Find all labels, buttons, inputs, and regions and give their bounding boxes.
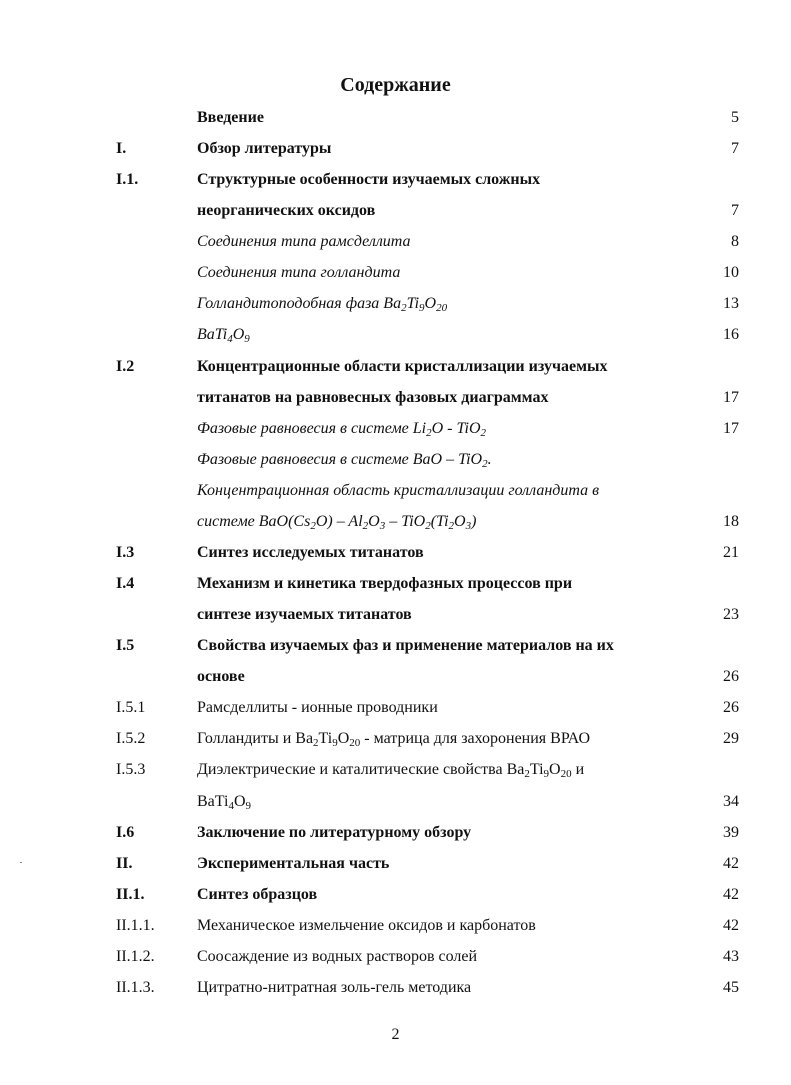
title-text: O bbox=[368, 513, 380, 530]
toc-entry bbox=[0, 384, 791, 412]
title-text: Соединения типа рамсделлита bbox=[197, 233, 411, 250]
page-number: 2 bbox=[391, 1026, 400, 1043]
toc-entry bbox=[0, 415, 791, 443]
toc-page-number: 45 bbox=[723, 979, 739, 996]
toc-entry-title bbox=[197, 135, 331, 163]
toc-entry-title bbox=[197, 321, 250, 349]
subscript: 4 bbox=[227, 333, 233, 345]
title-text: O bbox=[232, 326, 245, 343]
toc-page-number: 42 bbox=[723, 917, 739, 934]
toc-entry bbox=[0, 290, 791, 318]
toc-section-number: II.1. bbox=[116, 886, 145, 903]
toc-entry bbox=[0, 570, 791, 598]
toc-entry-title bbox=[197, 259, 400, 287]
subscript: 9 bbox=[245, 800, 251, 812]
subscript: 3 bbox=[465, 520, 472, 532]
toc-section-number: I.5 bbox=[116, 637, 135, 654]
title-text: Цитратно-нитратная золь-гель методика bbox=[197, 979, 472, 996]
toc-section-number: I.1. bbox=[116, 171, 139, 188]
toc-section-number: I.5.1 bbox=[116, 699, 146, 716]
subscript: 20 bbox=[436, 302, 448, 314]
subscript: 9 bbox=[543, 768, 550, 780]
title-text: Голландитоподобная фаза Ba bbox=[197, 295, 402, 312]
title-text: O bbox=[549, 761, 561, 778]
subscript: 2 bbox=[448, 520, 455, 532]
toc-entry-title bbox=[197, 663, 245, 691]
title-text: системе BaO(Cs bbox=[197, 513, 311, 530]
title-text: Обзор литературы bbox=[197, 140, 332, 157]
toc-page-number: 39 bbox=[723, 824, 739, 841]
title-text: Введение bbox=[197, 109, 264, 126]
toc-entry bbox=[0, 788, 791, 816]
subscript: 3 bbox=[379, 520, 386, 532]
toc-entry-title bbox=[197, 570, 572, 598]
title-text: Ti bbox=[406, 295, 420, 312]
toc-entry bbox=[0, 104, 791, 132]
subscript: 2 bbox=[426, 427, 432, 439]
toc-entry-title bbox=[197, 197, 375, 225]
title-text: Синтез исследуемых титанатов bbox=[197, 544, 424, 561]
toc-entry-title bbox=[197, 415, 486, 443]
subscript: 2 bbox=[310, 520, 316, 532]
toc-section-number: I.5.2 bbox=[116, 730, 146, 747]
toc-entry-title bbox=[197, 912, 536, 940]
title-text: . bbox=[487, 451, 492, 468]
toc-entry-title bbox=[197, 446, 492, 474]
toc-entry-title bbox=[197, 632, 614, 660]
toc-entry bbox=[0, 912, 791, 940]
title-text: Заключение по литературному обзору bbox=[197, 824, 472, 841]
toc-entry-title bbox=[197, 974, 471, 1002]
toc-entry-title bbox=[197, 943, 477, 971]
toc-section-number: I.4 bbox=[116, 575, 135, 592]
title-text: Свойства изучаемых фаз и применение материалов на их bbox=[197, 637, 614, 654]
toc-section-number: II.1.1. bbox=[116, 917, 155, 934]
toc-entry bbox=[0, 508, 791, 536]
toc-entry bbox=[0, 321, 791, 349]
title-text: неорганических оксидов bbox=[197, 202, 376, 219]
title-text: Диэлектрические и каталитические свойства Ba bbox=[197, 761, 525, 778]
toc-entry bbox=[0, 850, 791, 878]
toc-entry-title bbox=[197, 601, 412, 629]
subscript: 2 bbox=[313, 737, 319, 749]
toc-entry bbox=[0, 881, 791, 909]
subscript: 2 bbox=[362, 520, 369, 532]
toc-entry bbox=[0, 725, 791, 753]
subscript: 9 bbox=[419, 302, 425, 314]
title-text: Ti bbox=[529, 761, 544, 778]
toc-entry bbox=[0, 601, 791, 629]
toc-page-number: 42 bbox=[723, 855, 739, 872]
toc-section-number: I. bbox=[116, 140, 127, 157]
toc-entry bbox=[0, 632, 791, 660]
toc-entry-title bbox=[197, 539, 424, 567]
title-text: титанатов на равновесных фазовых диаграммах bbox=[197, 389, 549, 406]
toc-section-number: I.3 bbox=[116, 544, 135, 561]
title-text: O - TiO bbox=[431, 420, 481, 437]
toc-page-number: 26 bbox=[723, 668, 739, 685]
toc-page-number: 13 bbox=[723, 295, 739, 312]
toc-page-number: 34 bbox=[723, 793, 739, 810]
toc-entry bbox=[0, 166, 791, 194]
title-text: - матрица для захоронения ВРАО bbox=[360, 730, 590, 747]
subscript: 9 bbox=[244, 333, 250, 345]
title-text: O bbox=[337, 730, 350, 747]
toc-entry-title bbox=[197, 725, 590, 753]
subscript: 2 bbox=[524, 768, 530, 780]
title-text: Фазовые равновесия в системе Li bbox=[197, 420, 427, 437]
toc-page-number: 26 bbox=[723, 699, 739, 716]
toc-entry bbox=[0, 446, 791, 474]
title-text: Соединения типа голландита bbox=[197, 264, 401, 281]
toc-entry bbox=[0, 135, 791, 163]
toc-entry-title bbox=[197, 850, 389, 878]
toc-entry-title bbox=[197, 819, 471, 847]
toc-page-number: 42 bbox=[723, 886, 739, 903]
subscript: 2 bbox=[482, 458, 488, 470]
scan-speck bbox=[20, 862, 22, 863]
toc-entry bbox=[0, 819, 791, 847]
toc-section-number: I.2 bbox=[116, 358, 135, 375]
toc-entry-title bbox=[197, 694, 438, 722]
toc-page-number: 18 bbox=[723, 513, 739, 530]
toc-entry-title bbox=[197, 228, 411, 256]
title-text: Структурные особенности изучаемых сложных bbox=[197, 171, 541, 188]
page-title: Содержание bbox=[340, 74, 451, 96]
title-text: синтезе изучаемых титанатов bbox=[197, 606, 412, 623]
toc-entry-title bbox=[197, 756, 584, 784]
toc-page-number: 10 bbox=[723, 264, 739, 281]
title-text: Концентрационные области кристаллизации изучаемых bbox=[197, 358, 608, 375]
subscript: 2 bbox=[425, 520, 431, 532]
toc-section-number: II. bbox=[116, 855, 133, 872]
toc-page-number: 29 bbox=[723, 730, 739, 747]
toc-entry bbox=[0, 477, 791, 505]
subscript: 2 bbox=[480, 427, 487, 439]
toc-section-number: I.6 bbox=[116, 824, 135, 841]
title-text: Фазовые равновесия в системе BaO – TiO bbox=[197, 451, 483, 468]
title-text: Рамсделлиты - ионные проводники bbox=[197, 699, 438, 716]
toc-entry bbox=[0, 756, 791, 784]
toc-entry bbox=[0, 353, 791, 381]
title-text: и bbox=[571, 761, 585, 778]
toc-entry-title bbox=[197, 384, 548, 412]
toc-page-number: 21 bbox=[723, 544, 739, 561]
title-text: Механизм и кинетика твердофазных процессов при bbox=[197, 575, 573, 592]
title-text: Концентрационная область кристаллизации голландита в bbox=[197, 482, 600, 499]
title-text: BaTi bbox=[197, 326, 228, 343]
toc-entry-title bbox=[197, 290, 447, 318]
toc-section-number: I.5.3 bbox=[116, 761, 146, 778]
subscript: 9 bbox=[332, 737, 338, 749]
title-text: Экспериментальная часть bbox=[197, 855, 390, 872]
toc-page-number: 17 bbox=[723, 389, 739, 406]
title-text: (Ti bbox=[430, 513, 449, 530]
title-text: Ti bbox=[318, 730, 333, 747]
toc-page-number: 17 bbox=[723, 420, 739, 437]
title-text: O) – Al bbox=[315, 513, 363, 530]
toc-entry-title bbox=[197, 353, 607, 381]
toc-entry-title bbox=[197, 166, 540, 194]
toc-section-number: II.1.2. bbox=[116, 948, 155, 965]
title-text: ) bbox=[471, 513, 477, 530]
toc-entry bbox=[0, 694, 791, 722]
toc-page-number: 43 bbox=[723, 948, 739, 965]
title-text: BaTi bbox=[197, 793, 229, 810]
subscript: 20 bbox=[349, 737, 361, 749]
toc-entry bbox=[0, 539, 791, 567]
title-text: Соосаждение из водных растворов солей bbox=[197, 948, 478, 965]
toc-entry bbox=[0, 259, 791, 287]
title-text: Механическое измельчение оксидов и карбонатов bbox=[197, 917, 536, 934]
toc-page-number: 8 bbox=[731, 233, 739, 250]
title-text: Синтез образцов bbox=[197, 886, 318, 903]
title-text: основе bbox=[197, 668, 245, 685]
title-text: Голландиты и Ba bbox=[197, 730, 314, 747]
toc-page-number: 5 bbox=[731, 109, 739, 126]
toc-entry bbox=[0, 228, 791, 256]
toc-page-number: 23 bbox=[723, 606, 739, 623]
title-text: O bbox=[454, 513, 466, 530]
toc-entry-title bbox=[197, 788, 251, 816]
subscript: 2 bbox=[401, 302, 407, 314]
title-text: – TiO bbox=[385, 513, 426, 530]
toc-entry bbox=[0, 974, 791, 1002]
toc-page-number: 7 bbox=[731, 140, 739, 157]
toc-entry-title bbox=[197, 881, 317, 909]
toc-entry-title bbox=[197, 477, 599, 505]
toc-page-number: 16 bbox=[723, 326, 739, 343]
toc-page-number: 7 bbox=[731, 202, 739, 219]
toc-entry bbox=[0, 197, 791, 225]
toc-entry-title bbox=[197, 104, 264, 132]
subscript: 4 bbox=[228, 800, 234, 812]
title-text: O bbox=[233, 793, 246, 810]
toc-section-number: II.1.3. bbox=[116, 979, 155, 996]
subscript: 20 bbox=[560, 768, 572, 780]
toc-entry bbox=[0, 663, 791, 691]
toc-entry bbox=[0, 943, 791, 971]
toc-entry-title bbox=[197, 508, 476, 536]
title-text: O bbox=[424, 295, 437, 312]
